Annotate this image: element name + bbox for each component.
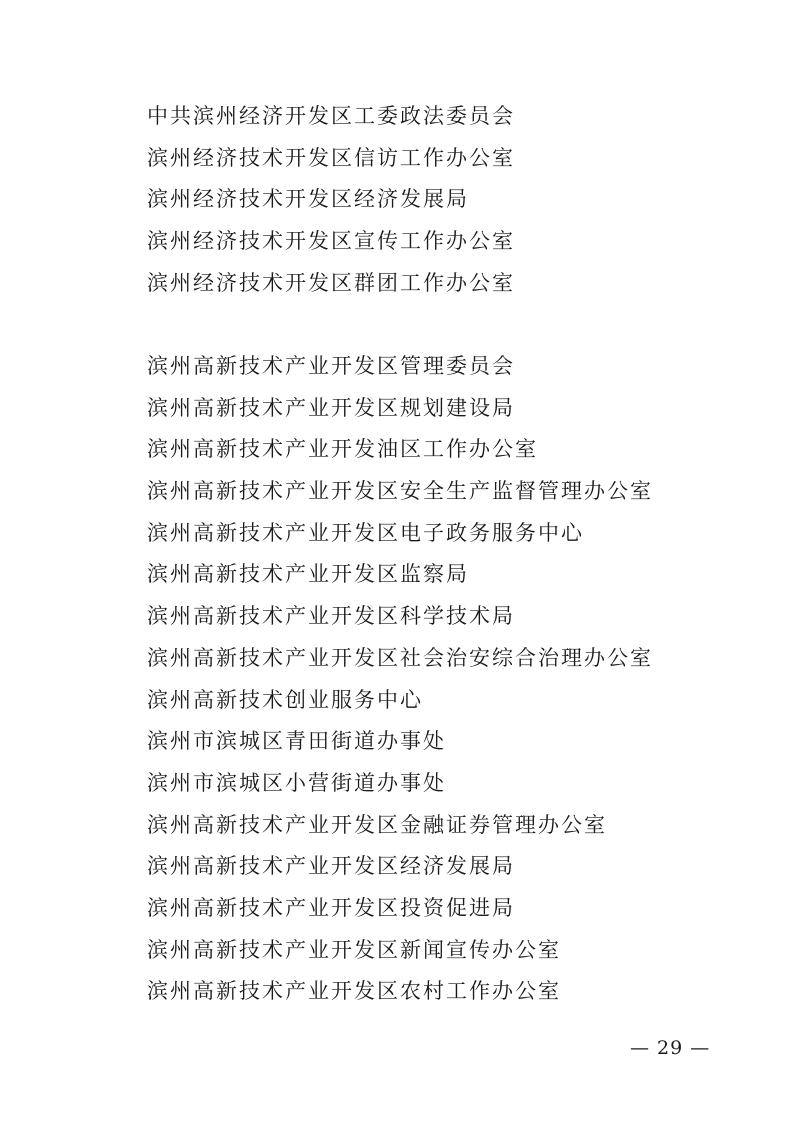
list-item: 滨州经济技术开发区宣传工作办公室: [147, 229, 515, 254]
list-item: 滨州经济技术开发区群团工作办公室: [147, 270, 515, 295]
list-item: 滨州市滨城区青田街道办事处: [147, 729, 446, 754]
list-item: 滨州高新技术产业开发区科学技术局: [147, 604, 515, 629]
organization-list-economic-zone: [147, 96, 515, 304]
list-item: 滨州高新技术创业服务中心: [147, 687, 423, 712]
list-item: 滨州高新技术产业开发区电子政务服务中心: [147, 520, 584, 545]
list-item: 滨州高新技术产业开发区监察局: [147, 562, 469, 587]
organization-list-high-tech-zone: [147, 346, 653, 1013]
list-item: 中共滨州经济开发区工委政法委员会: [147, 104, 515, 128]
list-item: 滨州经济技术开发区信访工作办公室: [147, 145, 515, 170]
page-number: — 29 —: [630, 1037, 711, 1059]
list-item: 滨州高新技术产业开发油区工作办公室: [147, 437, 538, 462]
list-item: 滨州高新技术产业开发区金融证券管理办公室: [147, 812, 607, 837]
list-item: 滨州高新技术产业开发区经济发展局: [147, 854, 515, 879]
list-item: 滨州高新技术产业开发区投资促进局: [147, 895, 515, 920]
list-item: 滨州高新技术产业开发区社会治安综合治理办公室: [147, 645, 653, 670]
list-item: 滨州高新技术产业开发区管理委员会: [147, 354, 515, 378]
list-item: 滨州市滨城区小营街道办事处: [147, 770, 446, 795]
list-item: 滨州高新技术产业开发区规划建设局: [147, 395, 515, 420]
list-item: 滨州高新技术产业开发区新闻宣传办公室: [147, 937, 561, 962]
list-item: 滨州高新技术产业开发区安全生产监督管理办公室: [147, 479, 653, 504]
list-item: 滨州高新技术产业开发区农村工作办公室: [147, 979, 561, 1004]
list-item: 滨州经济技术开发区经济发展局: [147, 187, 469, 212]
